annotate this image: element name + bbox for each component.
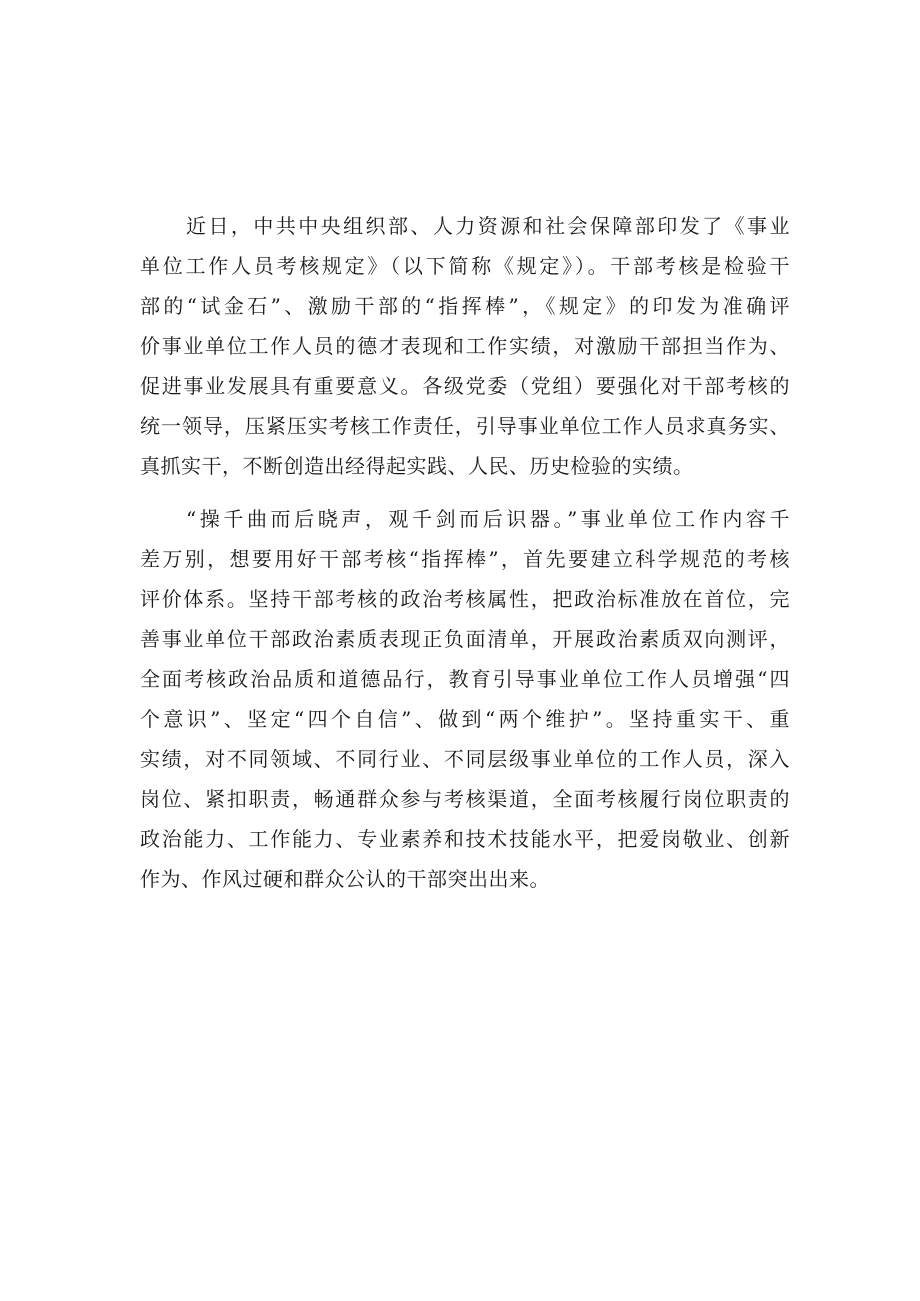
paragraph-line: 全面考核政治品质和道德品行，教育引导事业单位工作人员增强“四 bbox=[140, 667, 790, 691]
paragraph-line: 善事业单位干部政治素质表现正负面清单，开展政治素质双向测评， bbox=[140, 627, 790, 651]
paragraph-line: 作为、作风过硬和群众公认的干部突出出来。 bbox=[140, 867, 550, 891]
paragraph-line: 价事业单位工作人员的德才表现和工作实绩，对激励干部担当作为、 bbox=[140, 334, 790, 358]
paragraph-line: 岗位、紧扣职责，畅通群众参与考核渠道，全面考核履行岗位职责的 bbox=[140, 787, 790, 811]
paragraph-2 bbox=[140, 499, 790, 899]
paragraph-line: 评价体系。坚持干部考核的政治考核属性，把政治标准放在首位，完 bbox=[140, 587, 790, 611]
paragraph-line: 统一领导，压紧压实考核工作责任，引导事业单位工作人员求真务实、 bbox=[140, 414, 790, 438]
paragraph-spacing bbox=[140, 486, 790, 499]
paragraph-line: 单位工作人员考核规定》（以下简称《规定》）。干部考核是检验干 bbox=[140, 254, 790, 278]
paragraph-line: 促进事业发展具有重要意义。各级党委（党组）要强化对干部考核的 bbox=[140, 374, 790, 398]
paragraph-line: 部的“试金石”、激励干部的“指挥棒”，《规定》的印发为准确评 bbox=[140, 294, 790, 318]
paragraph-line: 个意识”、坚定“四个自信”、做到“两个维护”。坚持重实干、重 bbox=[140, 707, 790, 731]
paragraph-line: 实绩，对不同领域、不同行业、不同层级事业单位的工作人员，深入 bbox=[140, 747, 790, 771]
document-body bbox=[140, 206, 790, 899]
paragraph-line: “操千曲而后晓声，观千剑而后识器。”事业单位工作内容千 bbox=[186, 507, 790, 531]
paragraph-line: 近日，中共中央组织部、人力资源和社会保障部印发了《事业 bbox=[186, 214, 790, 238]
paragraph-line: 政治能力、工作能力、专业素养和技术技能水平，把爱岗敬业、创新 bbox=[140, 827, 790, 851]
paragraph-line: 差万别，想要用好干部考核“指挥棒”，首先要建立科学规范的考核 bbox=[140, 547, 790, 571]
paragraph-line: 真抓实干，不断创造出经得起实践、人民、历史检验的实绩。 bbox=[140, 454, 694, 478]
paragraph-1 bbox=[140, 206, 790, 486]
